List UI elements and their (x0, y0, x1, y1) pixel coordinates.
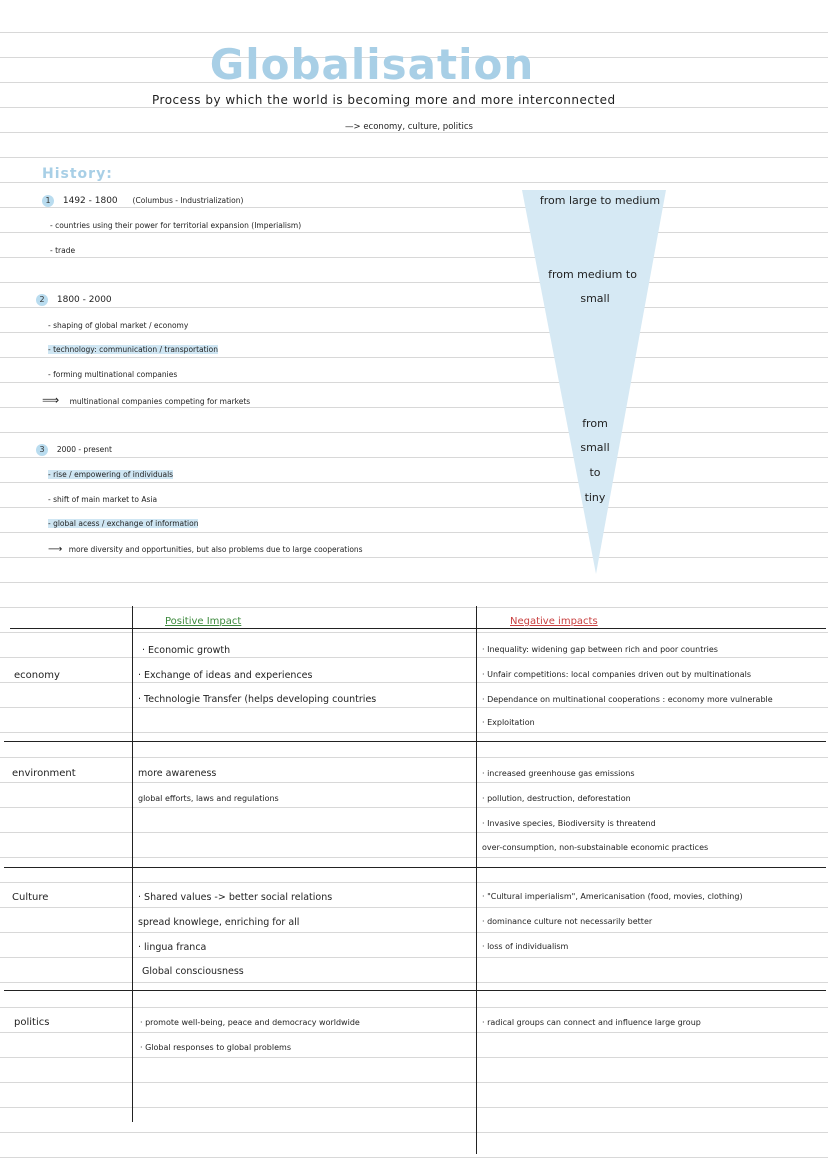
table-row-divider (4, 867, 826, 868)
period-point (48, 345, 218, 354)
row-label-economy: economy (14, 670, 60, 681)
period-note: (Columbus - Industrialization) (132, 196, 244, 205)
period-point: - trade (50, 246, 76, 255)
history-heading: History: (42, 166, 113, 182)
negative-impact-header: Negative impacts (510, 616, 598, 627)
positive-item: · Shared values -> better social relations (138, 892, 333, 903)
period-1-header (42, 195, 243, 207)
triangle-label: from large to medium (539, 194, 661, 207)
negative-item: · radical groups can connect and influence large group (482, 1018, 701, 1027)
period-point (48, 470, 173, 479)
negative-item: · Unfair competitions: local companies driven out by multinationals (482, 670, 752, 679)
positive-item: more awareness (138, 768, 217, 779)
negative-item: · Inequality: widening gap between rich and poor countries (482, 645, 718, 654)
triangle-label: from medium to (548, 268, 637, 281)
row-label-environment: environment (12, 768, 76, 779)
positive-item: · Economic growth (142, 645, 231, 656)
positive-item: · lingua franca (138, 942, 207, 953)
positive-item: global efforts, laws and regulations (138, 794, 279, 803)
triangle-label: tiny (584, 491, 606, 504)
definition-detail: —> economy, culture, politics (345, 122, 473, 132)
table-row-divider (4, 741, 826, 742)
negative-item: · increased greenhouse gas emissions (482, 769, 635, 778)
period-result (48, 544, 363, 555)
triangle-label: from (582, 417, 608, 430)
arrow-icon: ⟶ (48, 544, 63, 555)
highlighted-text: - rise / empowering of individuals (48, 470, 174, 479)
positive-item: · Exchange of ideas and experiences (138, 670, 313, 681)
period-range: 1800 - 2000 (56, 295, 112, 305)
period-point (48, 519, 198, 528)
highlighted-text: - technology: communication / transportation (48, 345, 219, 354)
period-number-badge: 3 (36, 444, 48, 456)
page-title: Globalisation (209, 40, 535, 89)
scale-triangle (520, 188, 670, 578)
period-point: - shift of main market to Asia (48, 495, 158, 504)
period-point: - shaping of global market / economy (48, 321, 189, 330)
row-label-culture: Culture (12, 892, 49, 903)
negative-item: over-consumption, non-substainable economic practices (482, 843, 709, 852)
negative-item: · pollution, destruction, deforestation (482, 794, 631, 803)
result-text: more diversity and opportunities, but also problems due to large cooperations (68, 545, 363, 554)
negative-item: · Invasive species, Biodiversity is threatend (482, 819, 656, 828)
negative-item: · loss of individualism (482, 942, 569, 951)
negative-item: · "Cultural imperialism", Americanisation (food, movies, clothing) (482, 892, 743, 901)
table-column-divider (476, 606, 477, 1154)
period-result (42, 393, 250, 407)
double-arrow-icon: ⟹ (42, 393, 60, 407)
period-point: - countries using their power for territorial expansion (Imperialism) (50, 221, 302, 230)
period-number-badge: 1 (42, 195, 54, 207)
row-label-politics: politics (14, 1017, 50, 1028)
period-number-badge: 2 (36, 294, 48, 306)
period-range: 1492 - 1800 (62, 196, 118, 206)
table-column-divider (132, 606, 133, 1122)
negative-item: · Exploitation (482, 718, 535, 727)
result-text: multinational companies competing for markets (69, 397, 251, 406)
period-3-header (36, 444, 112, 456)
definition-text: Process by which the world is becoming more and more interconnected (152, 93, 616, 107)
positive-item: · Global responses to global problems (140, 1043, 291, 1052)
period-2-header (36, 294, 112, 306)
positive-item: Global consciousness (142, 966, 244, 977)
highlighted-text: - global acess / exchange of information (48, 519, 199, 528)
positive-impact-header: Positive Impact (165, 616, 242, 627)
table-row-divider (4, 990, 826, 991)
triangle-shape (522, 190, 666, 574)
negative-item: · Dependance on multinational cooperations : economy more vulnerable (482, 695, 773, 704)
positive-item: · promote well-being, peace and democracy worldwide (140, 1018, 360, 1027)
period-point: - forming multinational companies (48, 370, 178, 379)
positive-item: · Technologie Transfer (helps developing countries (138, 694, 377, 705)
period-range: 2000 - present (56, 445, 112, 454)
negative-item: · dominance culture not necessarily better (482, 917, 653, 926)
triangle-label: small (580, 441, 610, 454)
positive-item: spread knowlege, enriching for all (138, 917, 300, 928)
triangle-label: small (580, 292, 610, 305)
triangle-label: to (589, 466, 601, 479)
